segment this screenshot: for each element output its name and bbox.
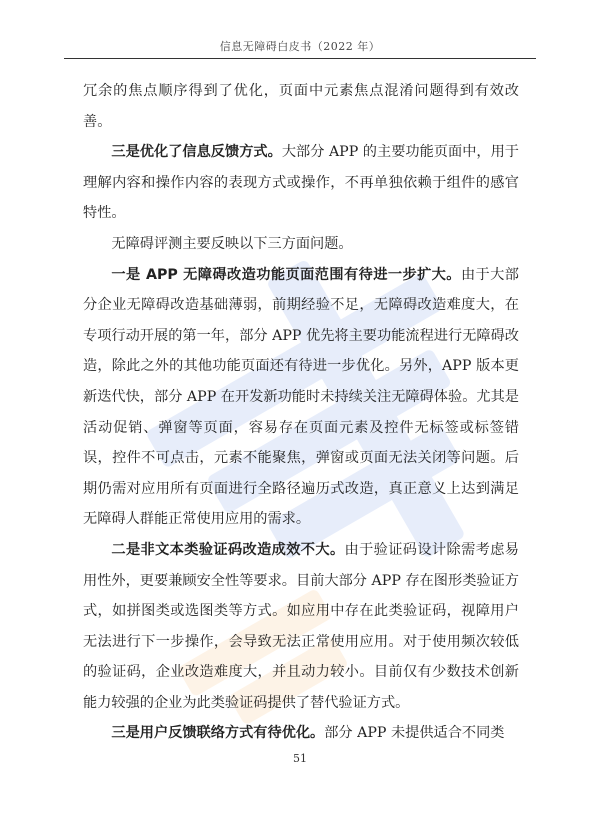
paragraph-text: 冗余的焦点顺序得到了优化，页面中元素焦点混淆问题得到有效改善。 bbox=[83, 83, 519, 130]
paragraph-text: 由于验证码设计除需考虑易用性外，更要兼顾安全性等要求。目前大部分 APP 存在图形类验证方式，如拼图类或选图类等方式。如应用中存在此类验证码，视障用户无法进行下一步操作，会导致无法正常使用应用。对于使用频次较低的验证码，企业改造难度大，并且动力较小。目前仅有少数技术创新能力较强的企业为此类验证码提供了替代验证方式。 bbox=[83, 541, 519, 711]
paragraph-feedback bbox=[83, 137, 519, 229]
paragraph-lead: 三是优化了信息反馈方式。 bbox=[111, 144, 282, 161]
document-body bbox=[83, 76, 519, 749]
paragraph-issue-two bbox=[83, 535, 519, 719]
paragraph-text: 大部分 APP 的主要功能页面中，用于理解内容和操作内容的表现方式或操作，不再单独依赖于组件的感官特性。 bbox=[83, 144, 519, 222]
paragraph-continuation bbox=[83, 76, 519, 137]
paragraph-lead: 三是用户反馈联络方式有待优化。 bbox=[111, 725, 325, 742]
page-header: 信息无障碍白皮书（2022 年） bbox=[219, 40, 381, 53]
paragraph-lead: 二是非文本类验证码改造成效不大。 bbox=[111, 541, 345, 558]
paragraph-lead: 一是 APP 无障碍改造功能页面范围有待进一步扩大。 bbox=[111, 266, 461, 283]
paragraph-summary bbox=[83, 229, 519, 260]
header-divider bbox=[64, 58, 536, 59]
paragraph-issue-three bbox=[83, 718, 519, 749]
paragraph-text: 由于大部分企业无障碍改造基础薄弱，前期经验不足，无障碍改造难度大，在专项行动开展的第一年，部分 APP 优先将主要功能流程进行无障碍改造，除此之外的其他功能页面还有待进一步优化。另外，APP 版本更新迭代快，部分 APP 在开发新功能时未持续关注无障碍体验。尤其是活动促销、弹窗等页面，容易存在页面元素及控件无标签或标签错误，控件不可点击，元素不能聚焦，弹窗或页面无法关闭等问题。后期仍需对应用所有页面进行全路径遍历式改造，真正意义上达到满足无障碍人群能正常使用应用的需求。 bbox=[83, 266, 519, 528]
paragraph-text: 无障碍评测主要反映以下三方面问题。 bbox=[111, 235, 353, 252]
paragraph-text: 部分 APP 未提供适合不同类 bbox=[324, 725, 505, 742]
page-number: 51 bbox=[293, 752, 307, 765]
paragraph-issue-one bbox=[83, 260, 519, 535]
